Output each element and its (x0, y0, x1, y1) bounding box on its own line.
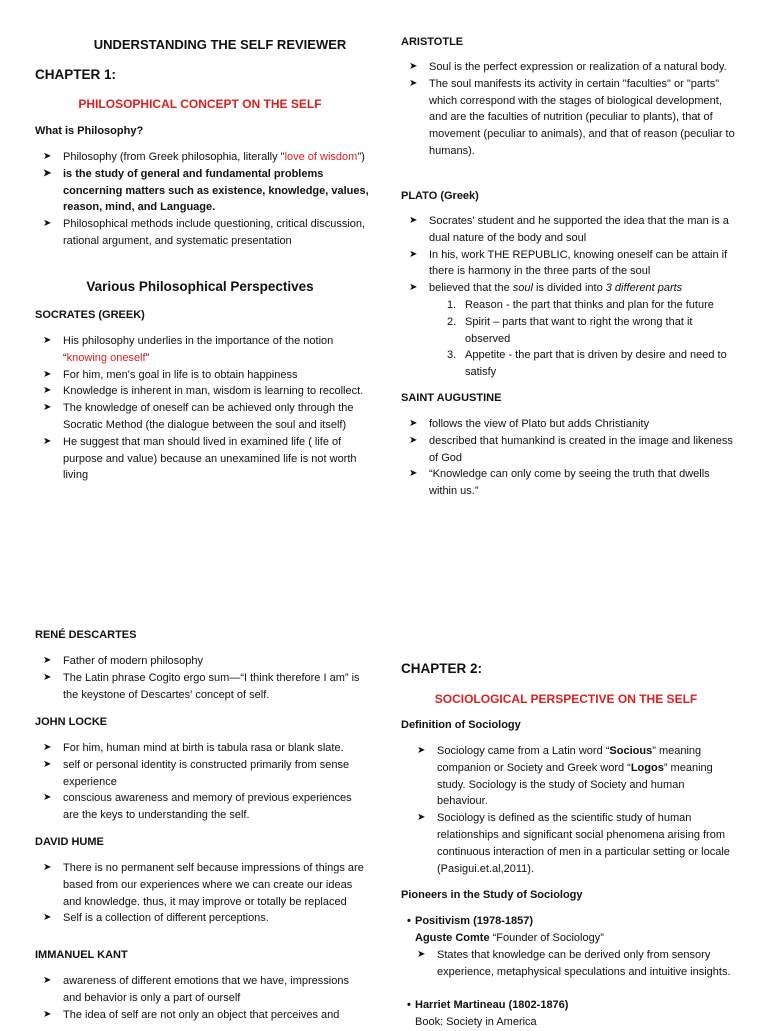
arrow-bullet-icon: ➤ (43, 862, 52, 873)
what-is-philosophy-heading: What is Philosophy? (35, 125, 144, 137)
list-item: ➤ There is no permanent self because impressions of things are based from our experiences where we can create our ideas and knowledge. thus, it may improve or totally be replaced (43, 862, 364, 908)
list-item: ➤ Philosophical methods include questioning, critical discussion, rational argument, and systematic presentation (43, 218, 366, 247)
augustine-list (401, 416, 736, 500)
list-item: ➤ The soul manifests its activity in certain "faculties" or "parts" which correspond with the stages of biological development, and are the faculties of nutrition (peculiar to plants), that of movement (peculiar to animals), and that of reason (peculiar to humans). (409, 77, 735, 157)
arrow-bullet-icon: ➤ (43, 655, 52, 666)
list-item: ➤ follows the view of Plato but adds Christianity (401, 416, 736, 433)
list-item: ➤ “Knowledge can only come by seeing the truth that dwells within us.” (409, 468, 710, 498)
martineau-item: • Harriet Martineau (1802-1876) (401, 997, 750, 1014)
list-item: ➤ is the study of general and fundamental problems concerning matters such as existence, knowledge, values, reason, mind, and Language. (43, 167, 369, 214)
knowing-oneself-text: knowing oneself (66, 351, 146, 364)
arrow-bullet-icon: ➤ (43, 385, 52, 397)
arrow-bullet-icon: ➤ (43, 368, 52, 380)
list-item: ➤ The knowledge of oneself can be achieved only through the Socratic Method (the dialogue between the soul and itself) (43, 402, 354, 431)
list-item: ➤ Soul is the perfect expression or realization of a natural body. (401, 59, 736, 76)
list-item: ➤ Socrates' student and he supported the idea that the man is a dual nature of the body and soul (409, 215, 729, 244)
list-item: ➤ Self is a collection of different perceptions. (35, 910, 370, 927)
list-item: ➤ Philosophy (from Greek philosophia, literally "love of wisdom") (35, 149, 370, 166)
list-item: ➤ In his, work THE REPUBLIC, knowing oneself can be attain if there is harmony in the three parts of the soul (409, 248, 728, 278)
list-item: ➤ Sociology is defined as the scientific study of human relationships and significant social phenomena arising from continuous interaction of men in a particular setting or locale (Pasigui.et.al,2011). (417, 812, 730, 875)
list-item: ➤ For him, human mind at birth is tabula rasa or blank slate. (35, 740, 370, 757)
arrow-bullet-icon: ➤ (409, 248, 418, 260)
list-item: ➤ Father of modern philosophy (35, 653, 370, 670)
arrow-bullet-icon: ➤ (409, 468, 418, 480)
list-item: ➤ believed that the soul is divided into 3 different parts 1. Reason - the part that thinks and plan for the future 2. Spirit – parts that want to right the wrong that it observed 3. Appetite - the part that is driven by desire and need to satisfy (401, 280, 736, 381)
arrow-bullet-icon: ➤ (417, 949, 426, 960)
arrow-bullet-icon: ➤ (43, 435, 52, 447)
locke-heading: JOHN LOCKE (35, 716, 108, 728)
page-2 (0, 512, 768, 1028)
definition-list (409, 743, 736, 877)
comte-list (409, 947, 736, 981)
hume-list (35, 860, 370, 927)
augustine-heading: SAINT AUGUSTINE (401, 392, 502, 404)
hume-heading: DAVID HUME (35, 836, 104, 848)
arrow-bullet-icon: ➤ (43, 975, 52, 986)
arrow-bullet-icon: ➤ (409, 61, 418, 72)
list-item: ➤ He suggest that man should lived in examined life ( life of purpose and value) because an unexamined life is not worth living (43, 435, 357, 482)
list-item: ➤ self or personal identity is constructed primarily from sense experience (43, 758, 350, 788)
list-item: ➤ Knowledge is inherent in man, wisdom is learning to recollect. (35, 383, 370, 400)
arrow-bullet-icon: ➤ (43, 1008, 52, 1020)
arrow-bullet-icon: ➤ (43, 912, 52, 924)
socrates-heading: SOCRATES (GREEK) (35, 309, 145, 321)
chapter-2-heading: CHAPTER 2: (401, 661, 483, 676)
arrow-bullet-icon: ➤ (43, 402, 52, 414)
descartes-heading: RENÉ DESCARTES (35, 629, 137, 641)
chapter-1-subtitle: PHILOSOPHICAL CONCEPT ON THE SELF (78, 97, 322, 111)
arrow-bullet-icon: ➤ (43, 218, 52, 230)
arrow-bullet-icon: ➤ (43, 335, 52, 346)
aristotle-list (401, 59, 736, 160)
plato-list (401, 213, 736, 381)
list-item: ➤ His philosophy underlies in the importance of the notion “knowing oneself” (43, 335, 334, 364)
arrow-bullet-icon: ➤ (43, 671, 52, 683)
page-1 (0, 0, 768, 512)
list-item: ➤ Sociology came from a Latin word “Socious” meaning companion or Society and Greek word “Logos” meaning study. Sociology is the study of Society and human behaviour. (417, 745, 713, 808)
list-item: ➤ The idea of self are not only an object that perceives and (35, 1007, 370, 1024)
aristotle-heading: ARISTOTLE (401, 36, 464, 48)
plato-heading: PLATO (Greek) (401, 190, 479, 202)
positivism-item: • Positivism (1978-1857) (401, 913, 750, 930)
definition-heading: Definition of Sociology (401, 719, 521, 731)
locke-list (35, 740, 370, 824)
comte-line: Aguste Comte “Founder of Sociology” (415, 932, 604, 944)
arrow-bullet-icon: ➤ (417, 745, 426, 756)
arrow-bullet-icon: ➤ (417, 812, 426, 824)
list-item: 3. Appetite - the part that is driven by desire and need to satisfy (447, 349, 727, 379)
list-item: ➤ described that humankind is created in the image and likeness of God (409, 434, 733, 464)
kant-list (35, 973, 370, 1023)
arrow-bullet-icon: ➤ (43, 167, 52, 179)
arrow-bullet-icon: ➤ (409, 282, 418, 294)
arrow-bullet-icon: ➤ (409, 434, 418, 446)
arrow-bullet-icon: ➤ (43, 151, 52, 162)
chapter-2-subtitle: SOCIOLOGICAL PERSPECTIVE ON THE SELF (434, 692, 698, 706)
arrow-bullet-icon: ➤ (409, 418, 418, 429)
arrow-bullet-icon: ➤ (409, 77, 418, 89)
kant-heading: IMMANUEL KANT (35, 949, 128, 961)
list-item: ➤ States that knowledge can be derived only from sensory experience, metaphysical speculations and intuitive insights. (417, 949, 731, 978)
various-perspectives-heading: Various Philosophical Perspectives (86, 279, 314, 294)
arrow-bullet-icon: ➤ (43, 792, 52, 804)
bullet-dot-icon: • (407, 999, 411, 1011)
list-item: 1. Reason - the part that thinks and plan for the future (447, 298, 714, 311)
pioneers-heading: Pioneers in the Study of Sociology (401, 889, 583, 901)
love-of-wisdom-text: love of wisdom (284, 151, 358, 163)
list-item: ➤ For him, men's goal in life is to obtain happiness (35, 367, 370, 384)
list-item: 2. Spirit – parts that want to right the wrong that it observed (447, 315, 693, 345)
soul-parts-list (447, 297, 736, 381)
descartes-list (35, 653, 370, 703)
chapter-1-heading: CHAPTER 1: (35, 67, 117, 82)
list-item: ➤ conscious awareness and memory of previous experiences are the keys to understanding the self. (43, 792, 352, 822)
list-item: ➤ awareness of different emotions that we have, impressions and behavior is only a part of ourself (43, 975, 349, 1004)
book-line: Book: Society in America (415, 1016, 537, 1028)
arrow-bullet-icon: ➤ (409, 215, 418, 226)
bullet-dot-icon: • (407, 915, 411, 927)
arrow-bullet-icon: ➤ (43, 758, 52, 770)
socrates-list (35, 333, 370, 484)
list-item: ➤ The Latin phrase Cogito ergo sum—“I think therefore I am” is the keystone of Descartes' concept of self. (43, 671, 360, 701)
doc-title: UNDERSTANDING THE SELF REVIEWER (93, 37, 347, 52)
philosophy-list (35, 149, 370, 250)
arrow-bullet-icon: ➤ (43, 742, 52, 753)
